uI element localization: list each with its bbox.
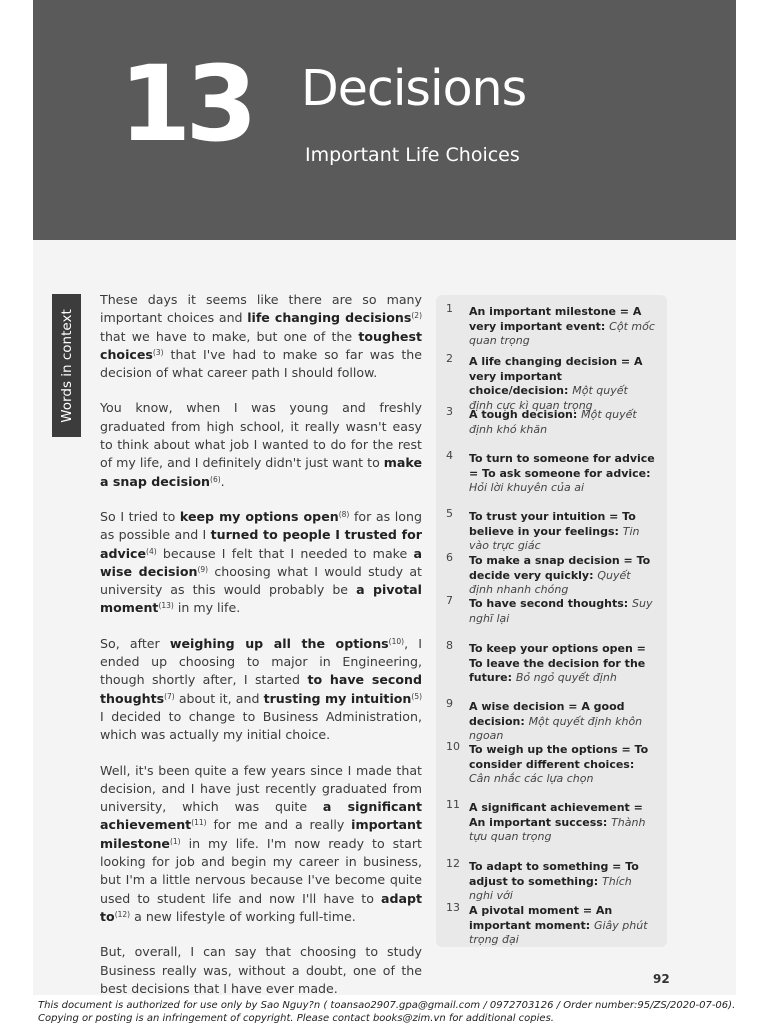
vocab-term: To trust your intuition = To believe in your feelings: — [469, 510, 636, 538]
vocab-definition — [469, 452, 655, 496]
chapter-number: 13 — [119, 43, 252, 165]
vocab-number: 11 — [446, 798, 460, 811]
vocab-definition — [469, 305, 655, 349]
vocab-translation: Một quyết định khôn ngoan — [469, 714, 643, 743]
article-paragraph: But, overall, I can say that choosing to study Business really was, without a doubt, one of the best decisions that I have ever made. — [100, 944, 422, 996]
vocab-translation: Cột mốc quan trọng — [469, 319, 655, 348]
vocab-translation: Một quyết định cực kì quan trọng — [469, 384, 628, 412]
vocab-definition — [469, 510, 655, 554]
vocab-number: 7 — [446, 594, 453, 607]
page — [33, 0, 736, 995]
vocab-translation: Hỏi lời khuyên của ai — [469, 481, 585, 495]
vocab-translation: Bỏ ngỏ quyết định — [515, 671, 617, 685]
vocab-translation: Cân nhắc các lựa chọn — [469, 772, 594, 786]
vocab-translation: Thành tựu quan trọng — [469, 815, 646, 844]
vocabulary-panel — [436, 295, 667, 947]
article-body — [100, 291, 422, 1015]
vocab-definition — [469, 743, 655, 787]
vocab-number: 4 — [446, 449, 453, 462]
vocab-number: 12 — [446, 857, 460, 870]
vocab-term: To keep your options open = To leave the decision for the future: — [469, 642, 646, 685]
page-number: 92 — [653, 972, 670, 986]
vocab-translation: Một quyết định khó khăn — [469, 408, 637, 436]
vocab-translation: Thích nghi với — [469, 874, 632, 903]
vocab-translation: Suy nghĩ lại — [469, 597, 653, 625]
vocab-definition — [469, 642, 655, 686]
footer-line-1: This document is authorized for use only by Sao Nguy?n ( toansao2907.gpa@gmail.com / 0972703126 / Order number:95/ZS/2020-07-06). — [38, 1000, 736, 1011]
side-tab — [52, 294, 81, 437]
vocab-number: 1 — [446, 302, 453, 315]
vocab-number: 6 — [446, 551, 453, 564]
footer-line-2: Copying or posting is an infringement of copyright. Please contact books@zim.vn for additional copies. — [38, 1012, 554, 1024]
vocab-term: To adapt to something = To adjust to something: — [469, 860, 639, 888]
article-paragraph: Well, it's been quite a few years since I made that decision, and I have just recently graduated from university, which was quite a significant achievement$^{(11)}$ for me and a really important milestone$^{(1)}$ in my life. I'm now ready to start looking for job and begin my career in business, but I'm a little nervous because I've become quite used to student life and now I'll have to adapt $to^{(12)}$ a new lifestyle of working full-time. — [100, 762, 422, 924]
vocab-definition — [469, 860, 655, 904]
vocab-definition — [469, 554, 655, 598]
vocab-number: 10 — [446, 740, 460, 753]
chapter-header — [33, 0, 736, 240]
vocab-term: To make a snap decision = To decide very quickly: — [469, 554, 651, 582]
vocab-term: A pivotal moment = An important moment: — [469, 904, 613, 932]
article-paragraph: These days it seems like there are so many important choices and life changing decisions$^{(2)}$ that we have to make, but one of the toughest choices$^{(3)}$ that I've had to make so far was the decision of what career path I should follow. — [100, 292, 422, 381]
vocab-translation: Tin vào trực giác — [469, 524, 640, 553]
vocab-term: To weigh up the options = To consider different choices: — [469, 743, 649, 771]
vocab-definition — [469, 408, 655, 437]
vocab-number: 13 — [446, 901, 460, 914]
vocab-term: To have second thoughts: — [469, 597, 632, 610]
vocab-definition — [469, 355, 655, 413]
vocab-number: 2 — [446, 352, 453, 365]
vocab-definition — [469, 904, 655, 948]
vocab-translation: Giây phút trọng đại — [469, 918, 648, 947]
article-paragraph: So, after weighing up all the options$^{(10)}$, I ended up choosing to major in Engineering, though shortly after, I started to have second thoughts$^{(7)}$ about it, and trusting my intuition$^{(5)}$ I decided to change to Business Administration, which was actually my initial choice. — [100, 635, 423, 743]
vocab-number: 5 — [446, 507, 453, 520]
vocab-term: A significant achievement = An important success: — [469, 801, 643, 829]
article-paragraph: You know, when I was young and freshly graduated from high school, it really wasn't easy to think about what job I wanted to do for the rest of my life, and I definitely didn't just want to make a snap decision$^{(6)}$. — [100, 400, 422, 489]
chapter-title: Decisions — [301, 60, 527, 117]
vocab-term: An important milestone = A very important event: — [469, 305, 642, 333]
article-paragraph: So I tried to keep my options open$^{(8)}$ for as long as possible and I turned to people I trusted for advice$^{(4)}$ because I felt that I needed to make a wise decision$^{(9)}$ choosing what I would study at university as this would probably be a pivotal moment$^{(13)}$ in my life. — [100, 508, 422, 616]
side-tab-label: Words in context — [58, 308, 75, 423]
vocab-definition — [469, 801, 655, 845]
vocab-definition — [469, 700, 655, 744]
vocab-translation: Quyết định nhanh chóng — [469, 568, 631, 597]
vocab-number: 3 — [446, 405, 453, 418]
vocab-term: A life changing decision = A very important choice/decision: — [469, 355, 643, 398]
vocab-definition — [469, 597, 655, 626]
vocab-term: A tough decision: — [469, 408, 582, 421]
vocab-term: A wise decision = A good decision: — [469, 700, 625, 728]
copyright-footer — [38, 1000, 738, 1024]
chapter-subtitle: Important Life Choices — [305, 144, 520, 166]
vocab-term: To turn to someone for advice = To ask someone for advice: — [469, 452, 655, 480]
vocab-number: 8 — [446, 639, 453, 652]
vocab-number: 9 — [446, 697, 453, 710]
